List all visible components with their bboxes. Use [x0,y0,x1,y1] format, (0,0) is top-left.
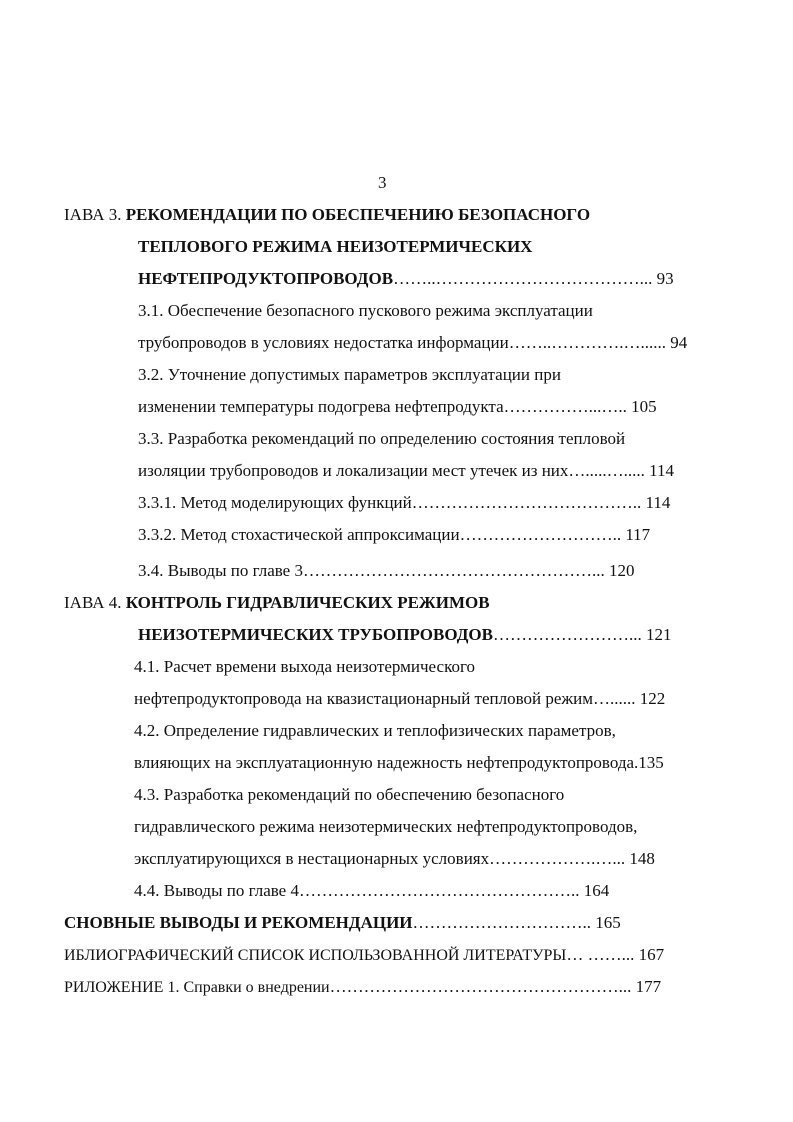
toc-appendix-1 [64,976,661,999]
toc-section-3-3-2 [138,524,650,546]
toc-appendix-title: РИЛОЖЕНИЕ 1. Справки о внедрении [64,979,330,996]
toc-section-3-3-1 [138,492,670,514]
toc-section-text: 3.3.1. Метод моделирующих функций [138,493,412,512]
toc-section-3-4 [138,560,634,582]
toc-chapter-prefix: ІАВА 4. [64,593,126,612]
toc-chapter-prefix: ІАВА 3. [64,205,126,224]
toc-section-text: гидравлического режима неизотермических нефтепродуктопроводов, [134,817,638,836]
toc-section-text: 4.3. Разработка рекомендаций по обеспечению безопасного [134,785,565,804]
toc-conclusions [64,912,621,934]
toc-page-number: 117 [625,525,651,544]
toc-section-3-3-line-1 [138,428,625,450]
toc-page-number: 165 [595,913,621,932]
toc-section-text: 4.2. Определение гидравлических и теплофизических параметров, [134,721,616,740]
toc-chapter-3-line-2 [138,236,532,258]
toc-page-number: 121 [645,625,672,644]
toc-chapter-title: НЕФТЕПРОДУКТОПРОВОДОВ [138,269,394,288]
toc-section-4-2-line-1 [134,720,616,742]
toc-section-3-1-line-2 [138,332,687,354]
toc-leader: ………………………….. [412,913,596,932]
toc-section-4-3-line-2 [134,816,637,838]
toc-chapter-3-line-3 [138,268,674,290]
toc-section-4-1-line-2 [134,688,665,710]
toc-section-text: изменении температуры подогрева нефтепродукта [138,397,504,416]
toc-section-3-3-line-2 [138,460,674,482]
toc-chapter-title: ТЕПЛОВОГО РЕЖИМА НЕИЗОТЕРМИЧЕСКИХ [138,237,533,256]
toc-section-text: нефтепродуктопровода на квазистационарный тепловой режим [134,689,594,708]
toc-page-number: 114 [645,493,671,512]
toc-chapter-title: РЕКОМЕНДАЦИИ ПО ОБЕСПЕЧЕНИЮ БЕЗОПАСНОГО [125,205,591,224]
toc-bibliography [64,944,664,967]
toc-section-text: трубопроводов в условиях недостатка информации [138,333,509,352]
toc-section-text: 3.3. Разработка рекомендаций по определению состояния тепловой [138,429,626,448]
toc-section-4-3-line-1 [134,784,564,806]
toc-section-4-3-line-3 [134,848,655,870]
toc-leader: … ……... [566,945,639,964]
toc-page-number: 122 [639,689,666,708]
toc-section-4-2-line-2 [134,752,664,774]
toc-section-text: изоляции трубопроводов и локализации мест утечек из них [138,461,569,480]
toc-leader: …...... [593,689,640,708]
toc-section-text: 3.2. Уточнение допустимых параметров эксплуатации при [138,365,561,384]
toc-page-number: 148 [629,849,655,868]
toc-leader: ………………………………………….. [298,881,584,900]
toc-section-text: 3.4. Выводы по главе 3 [138,561,303,580]
toc-section-text: 3.1. Обеспечение безопасного пускового режима эксплуатации [138,301,593,320]
toc-page-number: 105 [631,397,657,416]
page-number: 3 [378,173,387,192]
toc-section-text: 4.1. Расчет времени выхода неизотермического [134,657,476,676]
toc-section-text: 3.3.2. Метод стохастической аппроксимации [138,525,460,544]
toc-leader: ……………………………………………... [302,561,609,580]
toc-leader: ….....…..... [568,461,650,480]
toc-section-text: 4.4. Выводы по главе 4 [134,881,299,900]
toc-page-number: 114 [649,461,675,480]
toc-page-number: 164 [583,881,610,900]
toc-leader: ………………………………….. [411,493,646,512]
toc-section-4-4 [134,880,609,902]
toc-page-number: 93 [656,269,674,288]
toc-bibliography-title: ИБЛИОГРАФИЧЕСКИЙ СПИСОК ИСПОЛЬЗОВАННОЙ ЛИТЕРАТУРЫ [64,947,567,964]
toc-page-number: 167 [638,945,665,964]
toc-leader: ……..………….…...... [508,333,671,352]
toc-chapter-4-line-1 [64,592,490,614]
toc-leader: ……………………….. [459,525,626,544]
toc-leader: ……………………... [492,625,646,644]
toc-section-text: влияющих на эксплуатационную надежность нефтепродуктопровода. [134,753,639,772]
toc-leader: ……………….…... [489,849,630,868]
toc-chapter-4-line-2 [138,624,671,646]
toc-chapter-3-line-1 [64,204,590,226]
toc-section-3-1-line-1 [138,300,593,322]
toc-section-text: эксплуатирующихся в нестационарных условиях [134,849,490,868]
toc-leader: ……………………………………………... [329,977,636,996]
toc-page-number: 135 [638,753,664,772]
toc-section-3-2-line-2 [138,396,657,418]
toc-section-4-1-line-1 [134,656,475,678]
toc-section-3-2-line-1 [138,364,561,386]
toc-leader: ……………...….. [503,397,632,416]
toc-page-number: 177 [635,977,662,996]
toc-page-number: 120 [608,561,635,580]
toc-chapter-title: КОНТРОЛЬ ГИДРАВЛИЧЕСКИХ РЕЖИМОВ [125,593,490,612]
toc-chapter-title: НЕИЗОТЕРМИЧЕСКИХ ТРУБОПРОВОДОВ [138,625,493,644]
toc-conclusions-title: СНОВНЫЕ ВЫВОДЫ И РЕКОМЕНДАЦИИ [64,913,413,932]
toc-leader: ……..………………………………... [393,269,657,288]
toc-page-number: 94 [670,333,688,352]
